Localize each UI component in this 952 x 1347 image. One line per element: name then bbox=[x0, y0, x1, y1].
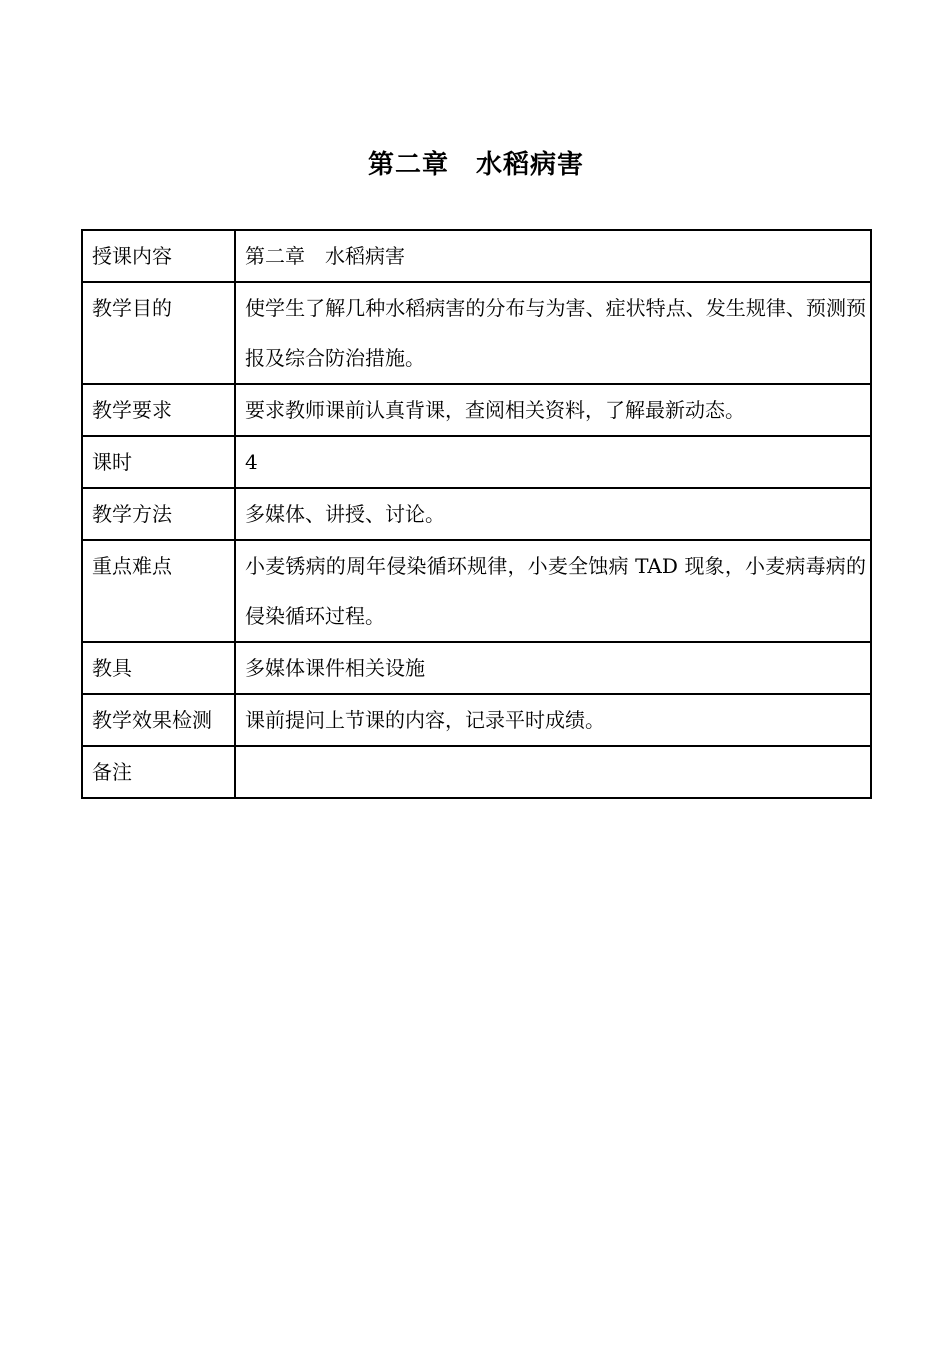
row-value-assessment: 课前提问上节课的内容，记录平时成绩。 bbox=[235, 694, 871, 746]
table-row bbox=[82, 642, 871, 694]
row-value-remarks bbox=[235, 746, 871, 798]
table-row bbox=[82, 694, 871, 746]
table-row bbox=[82, 488, 871, 540]
row-label-remarks: 备注 bbox=[82, 746, 235, 798]
row-label-method: 教学方法 bbox=[82, 488, 235, 540]
row-label-content: 授课内容 bbox=[82, 230, 235, 282]
table-row bbox=[82, 540, 871, 642]
row-label-requirement: 教学要求 bbox=[82, 384, 235, 436]
page-title: 第二章 水稻病害 bbox=[367, 150, 584, 180]
table-row bbox=[82, 436, 871, 488]
row-value-content: 第二章 水稻病害 bbox=[235, 230, 871, 282]
lesson-plan-table bbox=[81, 229, 872, 799]
row-label-hours: 课时 bbox=[82, 436, 235, 488]
row-value-objective: 使学生了解几种水稻病害的分布与为害、症状特点、发生规律、预测预报及综合防治措施。 bbox=[235, 282, 871, 384]
row-label-key-points: 重点难点 bbox=[82, 540, 235, 642]
row-value-teaching-aids: 多媒体课件相关设施 bbox=[235, 642, 871, 694]
row-label-objective: 教学目的 bbox=[82, 282, 235, 384]
row-value-key-points: 小麦锈病的周年侵染循环规律，小麦全蚀病 TAD 现象，小麦病毒病的侵染循环过程。 bbox=[235, 540, 871, 642]
row-label-assessment: 教学效果检测 bbox=[82, 694, 235, 746]
row-value-requirement: 要求教师课前认真背课，查阅相关资料，了解最新动态。 bbox=[235, 384, 871, 436]
table-row bbox=[82, 282, 871, 384]
table-row bbox=[82, 746, 871, 798]
row-value-method: 多媒体、讲授、讨论。 bbox=[235, 488, 871, 540]
table-row bbox=[82, 230, 871, 282]
row-value-hours: 4 bbox=[235, 436, 871, 488]
row-label-teaching-aids: 教具 bbox=[82, 642, 235, 694]
table-row bbox=[82, 384, 871, 436]
